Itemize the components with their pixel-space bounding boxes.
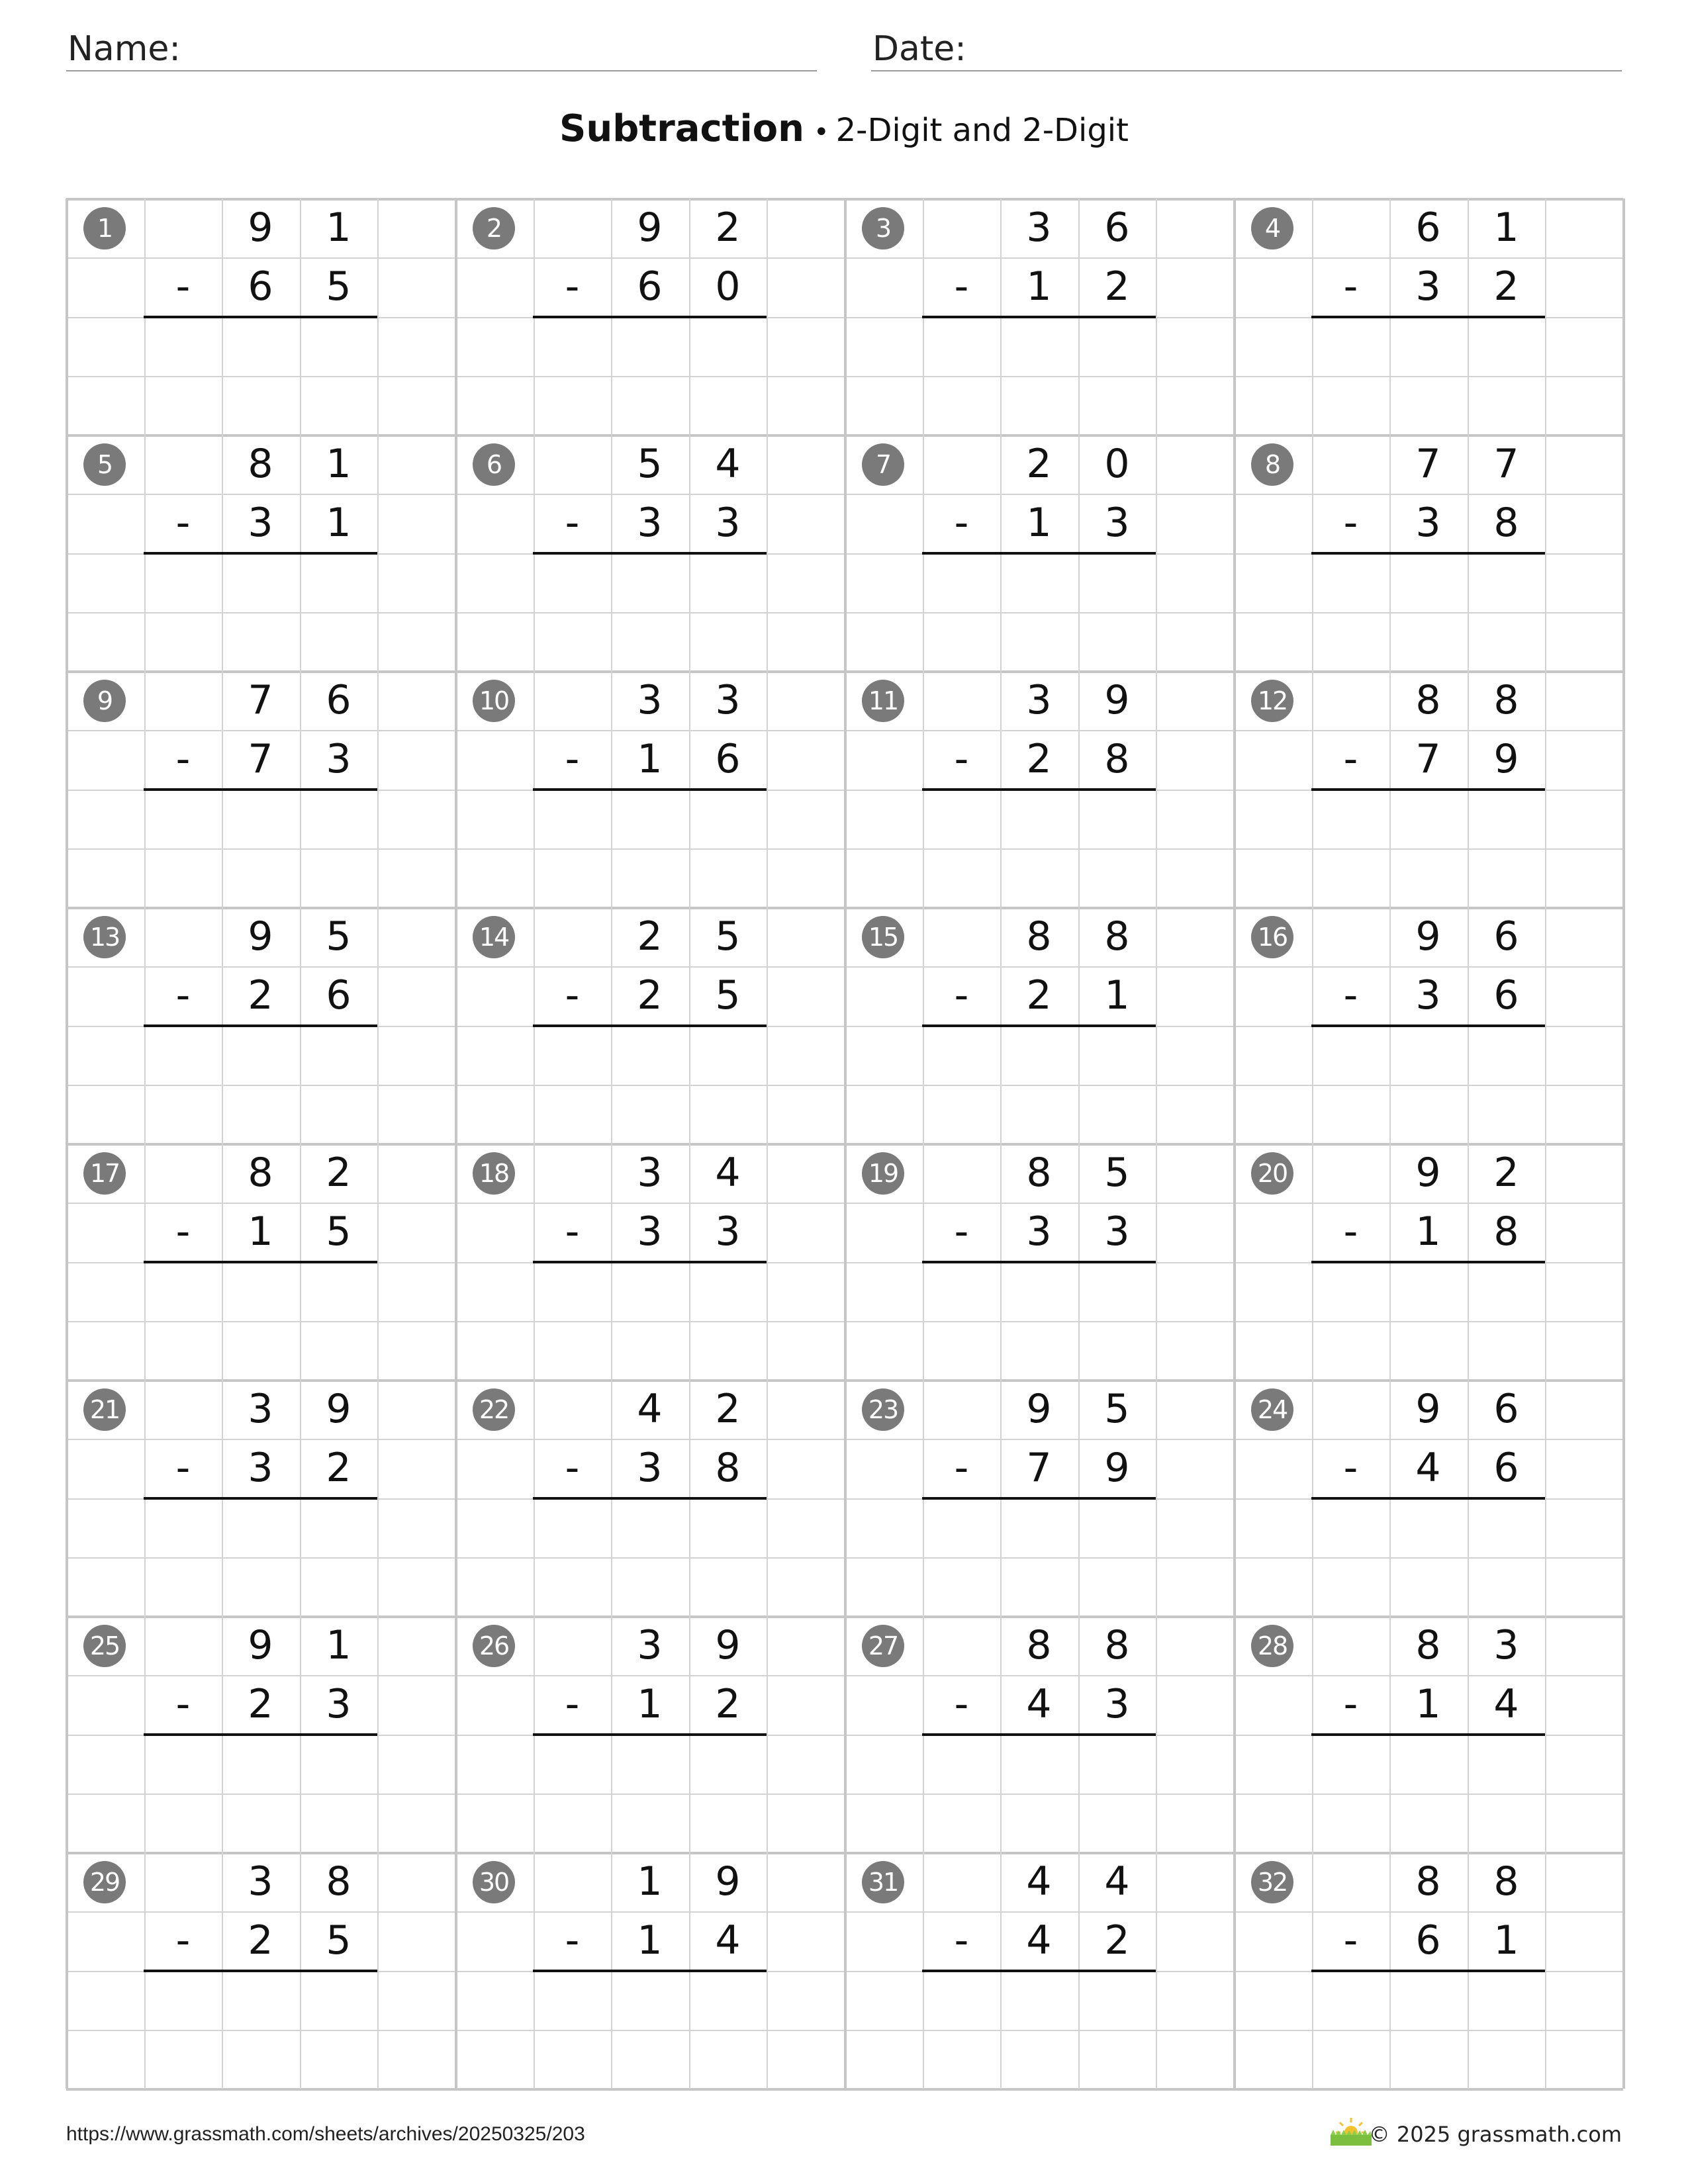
problem-block [845,907,1234,1144]
minuend-ones-digit: 6 [1104,205,1130,251]
problem-number-badge: 21 [83,1388,126,1431]
subtrahend-tens-digit: 4 [1415,1445,1441,1491]
minuend-ones-digit: 8 [1493,1858,1519,1905]
minuend-ones-digit: 5 [1104,1150,1130,1196]
subtrahend-tens-digit: 3 [248,500,273,546]
problem-number-badge: 3 [862,207,904,250]
minuend-ones-digit: 5 [1104,1386,1130,1432]
minuend-ones-digit: 8 [326,1858,352,1905]
answer-rule [533,1970,767,1972]
problem-block [1234,1144,1623,1380]
minus-sign: - [175,500,191,546]
problem-number-badge: 6 [473,443,515,486]
answer-rule [533,552,767,555]
answer-rule [922,1733,1156,1736]
subtrahend-ones-digit: 5 [715,972,741,1019]
minuend-ones-digit: 9 [326,1386,352,1432]
problem-number-badge: 32 [1251,1861,1293,1903]
problem-number-badge: 5 [83,443,126,486]
subtrahend-ones-digit: 8 [1104,736,1130,782]
problem-number-badge: 24 [1251,1388,1293,1431]
subtrahend-tens-digit: 3 [1415,263,1441,310]
minus-sign: - [565,500,580,546]
subtrahend-ones-digit: 5 [326,1208,352,1255]
minuend-tens-digit: 3 [1026,677,1052,723]
subtrahend-tens-digit: 4 [1026,1681,1052,1727]
answer-rule [1311,1733,1545,1736]
answer-rule [144,1970,377,1972]
minus-sign: - [565,972,580,1019]
problem-number-badge: 31 [862,1861,904,1903]
answer-rule [1311,1261,1545,1263]
problem-block [845,435,1234,671]
minus-sign: - [175,263,191,310]
problem-number-badge: 2 [473,207,515,250]
minus-sign: - [1343,736,1358,782]
minuend-ones-digit: 3 [1493,1622,1519,1668]
answer-rule [144,1024,377,1027]
subtrahend-ones-digit: 6 [715,736,741,782]
answer-rule [533,1261,767,1263]
problem-number-badge: 22 [473,1388,515,1431]
problem-block [455,1380,845,1616]
problem-number-badge: 12 [1251,680,1293,722]
problem-number-badge: 4 [1251,207,1293,250]
footer-url: https://www.grassmath.com/sheets/archives/20250325/203 [66,2123,585,2145]
footer-copyright: © 2025 grassmath.com [1368,2122,1622,2147]
minuend-tens-digit: 9 [1415,1150,1441,1196]
subtrahend-tens-digit: 2 [248,1917,273,1964]
minuend-ones-digit: 5 [715,913,741,960]
subtrahend-ones-digit: 1 [1493,1917,1519,1964]
minus-sign: - [1343,972,1358,1019]
minuend-tens-digit: 8 [1415,1858,1441,1905]
minuend-ones-digit: 1 [326,441,352,487]
minuend-tens-digit: 6 [1415,205,1441,251]
problem-block [455,907,845,1144]
minuend-tens-digit: 1 [637,1858,663,1905]
subtrahend-tens-digit: 6 [1415,1917,1441,1964]
subtrahend-tens-digit: 1 [1415,1208,1441,1255]
minuend-ones-digit: 4 [715,1150,741,1196]
subtrahend-tens-digit: 4 [1026,1917,1052,1964]
subtrahend-tens-digit: 1 [1026,263,1052,310]
subtrahend-ones-digit: 5 [326,263,352,310]
minuend-tens-digit: 5 [637,441,663,487]
answer-rule [533,1733,767,1736]
minuend-tens-digit: 8 [1026,1150,1052,1196]
minuend-ones-digit: 9 [1104,677,1130,723]
minus-sign: - [175,736,191,782]
minuend-ones-digit: 9 [715,1858,741,1905]
minus-sign: - [1343,1208,1358,1255]
subtrahend-ones-digit: 3 [326,736,352,782]
subtrahend-ones-digit: 4 [715,1917,741,1964]
answer-rule [922,1497,1156,1500]
problem-number-badge: 7 [862,443,904,486]
problem-block [66,199,455,435]
minuend-tens-digit: 8 [1415,1622,1441,1668]
subtrahend-ones-digit: 3 [1104,1681,1130,1727]
problem-number-badge: 19 [862,1152,904,1195]
minuend-ones-digit: 4 [715,441,741,487]
minus-sign: - [565,1208,580,1255]
subtrahend-ones-digit: 2 [1104,1917,1130,1964]
answer-rule [1311,316,1545,318]
subtrahend-ones-digit: 6 [1493,972,1519,1019]
answer-rule [1311,1497,1545,1500]
minuend-tens-digit: 4 [1026,1858,1052,1905]
answer-rule [533,316,767,318]
minus-sign: - [565,1681,580,1727]
minus-sign: - [1343,1917,1358,1964]
problem-block [1234,199,1623,435]
subtrahend-tens-digit: 1 [637,1917,663,1964]
minus-sign: - [1343,1445,1358,1491]
problem-number-badge: 13 [83,916,126,958]
minuend-tens-digit: 9 [248,1622,273,1668]
minuend-ones-digit: 1 [326,205,352,251]
problem-number-badge: 9 [83,680,126,722]
minuend-ones-digit: 0 [1104,441,1130,487]
answer-rule [144,1261,377,1263]
answer-rule [1311,788,1545,791]
worksheet-title [0,107,1688,150]
subtrahend-tens-digit: 1 [1026,500,1052,546]
minuend-ones-digit: 1 [326,1622,352,1668]
subtrahend-ones-digit: 9 [1493,736,1519,782]
minus-sign: - [954,736,969,782]
subtrahend-ones-digit: 2 [1493,263,1519,310]
subtrahend-tens-digit: 3 [637,1208,663,1255]
answer-rule [1311,552,1545,555]
minus-sign: - [565,1917,580,1964]
minuend-tens-digit: 3 [1026,205,1052,251]
problem-number-badge: 15 [862,916,904,958]
minus-sign: - [175,1445,191,1491]
minuend-ones-digit: 1 [1493,205,1519,251]
problem-block [455,435,845,671]
problem-block [455,1852,845,2089]
answer-rule [144,1497,377,1500]
answer-rule [922,552,1156,555]
subtrahend-ones-digit: 2 [1104,263,1130,310]
subtrahend-ones-digit: 6 [326,972,352,1019]
answer-rule [1311,1970,1545,1972]
minus-sign: - [1343,1681,1358,1727]
minus-sign: - [1343,263,1358,310]
answer-rule [533,1497,767,1500]
minuend-ones-digit: 6 [1493,913,1519,960]
minuend-ones-digit: 2 [715,1386,741,1432]
minuend-tens-digit: 9 [637,205,663,251]
subtrahend-tens-digit: 1 [637,1681,663,1727]
subtrahend-tens-digit: 3 [637,500,663,546]
subtrahend-tens-digit: 2 [1026,736,1052,782]
subtrahend-tens-digit: 7 [248,736,273,782]
subtrahend-ones-digit: 3 [326,1681,352,1727]
subtrahend-tens-digit: 1 [637,736,663,782]
problem-block [455,199,845,435]
problem-block [66,907,455,1144]
problem-number-badge: 8 [1251,443,1293,486]
minuend-tens-digit: 2 [637,913,663,960]
minuend-tens-digit: 8 [248,1150,273,1196]
subtrahend-ones-digit: 8 [1493,1208,1519,1255]
minuend-tens-digit: 3 [248,1386,273,1432]
minuend-ones-digit: 8 [1104,1622,1130,1668]
problem-number-badge: 11 [862,680,904,722]
subtrahend-ones-digit: 2 [326,1445,352,1491]
minuend-tens-digit: 8 [1415,677,1441,723]
problem-block [845,1380,1234,1616]
subtrahend-ones-digit: 3 [1104,500,1130,546]
title-bullet: • [813,117,829,148]
subtrahend-tens-digit: 3 [1415,972,1441,1019]
problem-block [1234,1380,1623,1616]
problem-block [455,671,845,907]
minuend-ones-digit: 3 [715,677,741,723]
problem-number-badge: 25 [83,1625,126,1667]
answer-rule [144,316,377,318]
answer-rule [922,1024,1156,1027]
minuend-ones-digit: 6 [326,677,352,723]
problem-grid [66,199,1623,2089]
problem-block [66,671,455,907]
subtrahend-ones-digit: 3 [715,500,741,546]
problem-block [455,1144,845,1380]
minuend-tens-digit: 9 [248,205,273,251]
answer-rule [144,788,377,791]
minuend-ones-digit: 7 [1493,441,1519,487]
problem-block [845,1616,1234,1852]
minuend-tens-digit: 9 [248,913,273,960]
minuend-ones-digit: 2 [326,1150,352,1196]
problem-block [1234,1616,1623,1852]
subtrahend-ones-digit: 8 [1493,500,1519,546]
minus-sign: - [954,1445,969,1491]
subtrahend-ones-digit: 6 [1493,1445,1519,1491]
subtrahend-tens-digit: 6 [637,263,663,310]
date-field[interactable] [871,23,1622,71]
subtrahend-tens-digit: 3 [637,1445,663,1491]
minuend-ones-digit: 2 [715,205,741,251]
minus-sign: - [1343,500,1358,546]
problem-number-badge: 29 [83,1861,126,1903]
minus-sign: - [954,500,969,546]
minuend-tens-digit: 4 [637,1386,663,1432]
answer-rule [922,788,1156,791]
problem-block [1234,907,1623,1144]
minuend-tens-digit: 7 [248,677,273,723]
subtrahend-ones-digit: 9 [1104,1445,1130,1491]
minuend-tens-digit: 8 [248,441,273,487]
minuend-tens-digit: 2 [1026,441,1052,487]
subtrahend-tens-digit: 7 [1415,736,1441,782]
subtrahend-ones-digit: 1 [1104,972,1130,1019]
minuend-tens-digit: 3 [248,1858,273,1905]
name-label: Name: [68,29,181,69]
minus-sign: - [565,263,580,310]
problem-number-badge: 27 [862,1625,904,1667]
answer-rule [144,552,377,555]
minuend-ones-digit: 9 [715,1622,741,1668]
problem-block [66,1616,455,1852]
problem-number-badge: 18 [473,1152,515,1195]
subtrahend-ones-digit: 3 [715,1208,741,1255]
minuend-tens-digit: 9 [1415,1386,1441,1432]
subtrahend-tens-digit: 1 [1415,1681,1441,1727]
problem-block [845,671,1234,907]
minus-sign: - [565,736,580,782]
minuend-ones-digit: 5 [326,913,352,960]
answer-rule [144,1733,377,1736]
minuend-tens-digit: 7 [1415,441,1441,487]
minus-sign: - [954,1917,969,1964]
problem-block [66,1852,455,2089]
subtrahend-tens-digit: 2 [248,1681,273,1727]
minus-sign: - [175,1681,191,1727]
problem-block [845,199,1234,435]
minuend-tens-digit: 3 [637,1150,663,1196]
subtrahend-tens-digit: 7 [1026,1445,1052,1491]
minus-sign: - [954,263,969,310]
subtrahend-tens-digit: 1 [248,1208,273,1255]
subtrahend-ones-digit: 1 [326,500,352,546]
grass-sun-logo-icon [1328,2115,1374,2147]
problem-number-badge: 26 [473,1625,515,1667]
minus-sign: - [175,1917,191,1964]
minus-sign: - [954,972,969,1019]
problem-block [66,1144,455,1380]
subtrahend-tens-digit: 2 [637,972,663,1019]
minuend-tens-digit: 9 [1415,913,1441,960]
minuend-tens-digit: 3 [637,1622,663,1668]
subtrahend-ones-digit: 0 [715,263,741,310]
problem-block [1234,671,1623,907]
minuend-ones-digit: 8 [1493,677,1519,723]
minuend-tens-digit: 9 [1026,1386,1052,1432]
problem-number-badge: 20 [1251,1152,1293,1195]
problem-number-badge: 10 [473,680,515,722]
minus-sign: - [175,1208,191,1255]
problem-number-badge: 28 [1251,1625,1293,1667]
problem-block [845,1144,1234,1380]
subtrahend-tens-digit: 3 [1026,1208,1052,1255]
minuend-ones-digit: 2 [1493,1150,1519,1196]
subtrahend-tens-digit: 2 [248,972,273,1019]
subtrahend-ones-digit: 4 [1493,1681,1519,1727]
title-subtitle: 2-Digit and 2-Digit [835,112,1129,149]
problem-block [66,1380,455,1616]
title-main: Subtraction [559,107,804,150]
problem-block [845,1852,1234,2089]
answer-rule [533,788,767,791]
minus-sign: - [175,972,191,1019]
subtrahend-tens-digit: 3 [1415,500,1441,546]
problem-number-badge: 16 [1251,916,1293,958]
problem-block [455,1616,845,1852]
subtrahend-ones-digit: 8 [715,1445,741,1491]
problem-block [1234,1852,1623,2089]
minuend-tens-digit: 3 [637,677,663,723]
problem-number-badge: 23 [862,1388,904,1431]
subtrahend-tens-digit: 3 [248,1445,273,1491]
minus-sign: - [954,1208,969,1255]
date-label: Date: [872,29,966,69]
answer-rule [922,1261,1156,1263]
answer-rule [922,316,1156,318]
minuend-ones-digit: 8 [1104,913,1130,960]
subtrahend-tens-digit: 6 [248,263,273,310]
problem-block [1234,435,1623,671]
minuend-tens-digit: 8 [1026,1622,1052,1668]
answer-rule [533,1024,767,1027]
subtrahend-ones-digit: 2 [715,1681,741,1727]
minuend-ones-digit: 4 [1104,1858,1130,1905]
answer-rule [922,1970,1156,1972]
minuend-tens-digit: 8 [1026,913,1052,960]
problem-number-badge: 17 [83,1152,126,1195]
minus-sign: - [954,1681,969,1727]
subtrahend-tens-digit: 2 [1026,972,1052,1019]
subtrahend-ones-digit: 3 [1104,1208,1130,1255]
subtrahend-ones-digit: 5 [326,1917,352,1964]
problem-block [66,435,455,671]
problem-number-badge: 14 [473,916,515,958]
answer-rule [1311,1024,1545,1027]
minus-sign: - [565,1445,580,1491]
name-field[interactable] [66,23,817,71]
minuend-ones-digit: 6 [1493,1386,1519,1432]
problem-number-badge: 30 [473,1861,515,1903]
problem-number-badge: 1 [83,207,126,250]
